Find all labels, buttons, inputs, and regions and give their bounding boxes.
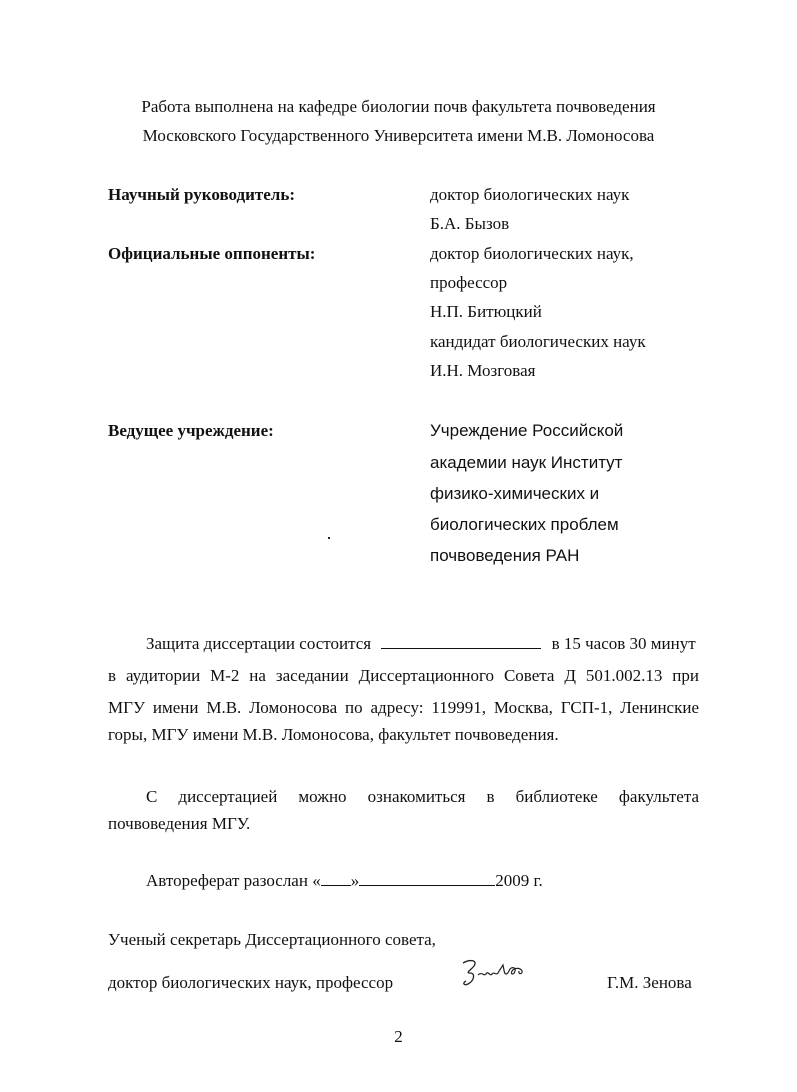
header-line-2: Московского Государственного Университета имени М.В. Ломоносова bbox=[142, 126, 655, 145]
library-line-1: С диссертацией можно ознакомиться в библиотеке факультета bbox=[146, 787, 699, 806]
mailing-mid: » bbox=[350, 871, 360, 890]
defense-line-1-start: Защита диссертации состоится bbox=[146, 634, 372, 653]
opponent-2-degree: кандидат биологических наук bbox=[430, 332, 646, 351]
leading-line-3: физико-химических и bbox=[430, 484, 600, 503]
leading-line-2: академии наук Институт bbox=[430, 453, 623, 472]
leading-line-5: почвоведения РАН bbox=[430, 546, 580, 565]
signature-image bbox=[460, 957, 536, 991]
defense-line-3: МГУ имени М.В. Ломоносова по адресу: 119991, Москва, ГСП-1, Ленинские bbox=[108, 698, 699, 717]
leading-label: Ведущее учреждение: bbox=[108, 421, 274, 440]
defense-date-blank bbox=[381, 634, 541, 649]
leading-line-4: биологических проблем bbox=[430, 515, 619, 534]
opponent-1-name: Н.П. Битюцкий bbox=[430, 302, 542, 321]
library-line-2: почвоведения МГУ. bbox=[108, 814, 251, 833]
defense-line-4: горы, МГУ имени М.В. Ломоносова, факультет почвоведения. bbox=[108, 725, 559, 744]
mailing-month-blank bbox=[359, 871, 495, 886]
secretary-name: Г.М. Зенова bbox=[607, 973, 692, 992]
advisor-name: Б.А. Бызов bbox=[430, 214, 510, 233]
stray-dot bbox=[328, 537, 330, 539]
opponents-label: Официальные оппоненты: bbox=[108, 244, 316, 263]
advisor-degree: доктор биологических наук bbox=[430, 185, 630, 204]
defense-line-1-end: в 15 часов 30 минут bbox=[551, 634, 696, 653]
leading-line-1: Учреждение Российской bbox=[430, 421, 624, 440]
opponent-1-degree: доктор биологических наук, bbox=[430, 244, 634, 263]
header-line-1: Работа выполнена на кафедре биологии почв факультета почвоведения bbox=[141, 97, 656, 116]
opponent-1-title: профессор bbox=[430, 273, 508, 292]
mailing-prefix: Автореферат разослан « bbox=[146, 871, 321, 890]
secretary-line-1: Ученый секретарь Диссертационного совета, bbox=[108, 930, 436, 949]
defense-line-1 bbox=[146, 634, 696, 654]
mailing-day-blank bbox=[321, 871, 351, 886]
advisor-label: Научный руководитель: bbox=[108, 185, 295, 204]
opponent-2-name: И.Н. Мозговая bbox=[430, 361, 536, 380]
mailing-year: 2009 г. bbox=[495, 871, 543, 890]
page-number: 2 bbox=[394, 1027, 403, 1046]
mailing-line bbox=[146, 871, 543, 891]
defense-line-2: в аудитории М-2 на заседании Диссертационного Совета Д 501.002.13 при bbox=[108, 666, 699, 685]
secretary-title: доктор биологических наук, профессор bbox=[108, 973, 394, 992]
